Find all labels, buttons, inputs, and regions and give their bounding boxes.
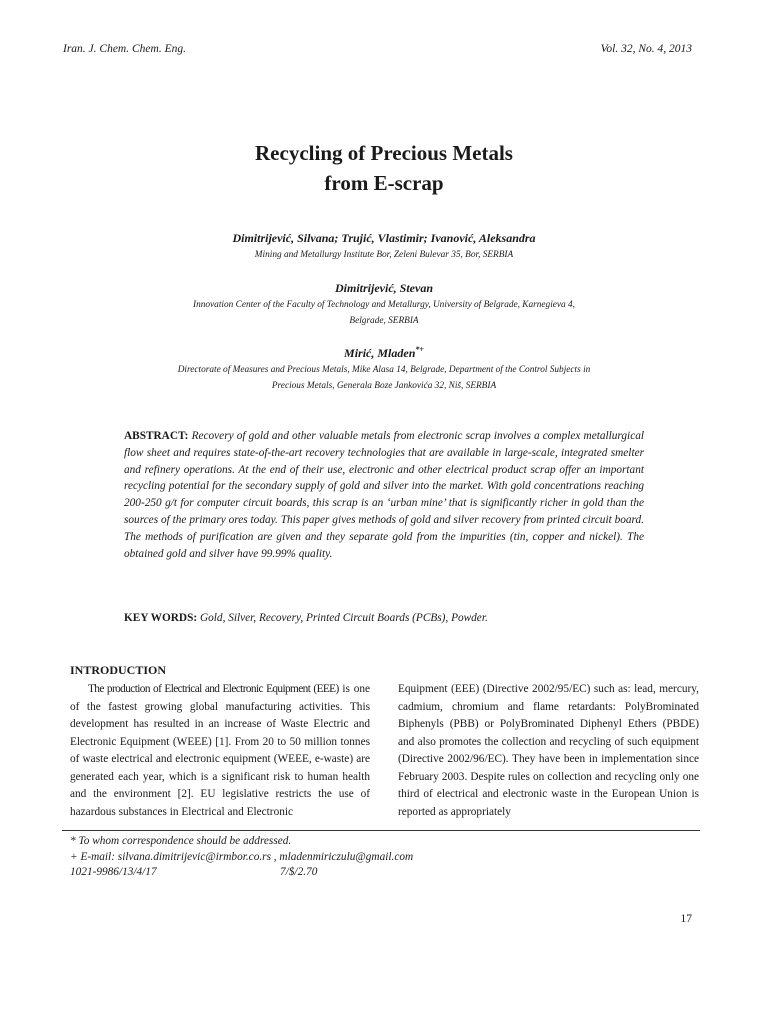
- intro-column-right: Equipment (EEE) (Directive 2002/95/EC) such as: lead, mercury, cadmium, chromium and flame retardants: PolyBrominated Biphenyls (PBB) or PolyBrominated Diphenyl Ethers (PBDE) and also promotes the collection and recycling of such equipment (Directive 2002/96/EC). They have been in implementation since February 2003. Despite rules on collection and recycling only one third of electrical and electronic waste in the European Union is reported as appropriately: [398, 683, 699, 818]
- affiliation-1: Mining and Metallurgy Institute Bor, Zeleni Bulevar 35, Bor, SERBIA: [254, 250, 514, 260]
- footnote-correspondence: * To whom correspondence should be addressed.: [70, 835, 292, 847]
- affiliation-3: [110, 362, 658, 394]
- keywords-label: KEY WORDS:: [124, 612, 198, 624]
- abstract-text: Recovery of gold and other valuable metals from electronic scrap involves a complex metallurgical flow sheet and requires state-of-the-art recovery technologies that are available in large-scale, integrated smelter and refinery operations. At the end of their use, electronic and other electrical product scrap offer an important recycling potential for the secondary supply of gold and silver into the market. With gold concentrations reaching 200-250 g/t for computer circuit boards, this scrap is an ‘urban mine’ that is significantly richer in gold than the sources of the primary ores today. This paper gives methods of gold and silver recovery from printed circuit board. The methods of purification are given and they separate gold from the impurities (tin, copper and nickel). The obtained gold and silver have 99.99% quality.: [124, 430, 644, 560]
- footnote-code: [70, 864, 318, 880]
- intro-column-left: [70, 681, 370, 828]
- affiliation-2: [110, 297, 658, 329]
- journal-name: Iran. J. Chem. Chem. Eng.: [63, 43, 186, 55]
- author-marks: *+: [415, 345, 424, 354]
- author-name: Mirić, Mladen: [344, 346, 416, 360]
- affiliation-2-line1: Innovation Center of the Faculty of Technology and Metallurgy, University of Belgrade, Karnegieva 4,: [193, 300, 575, 310]
- abstract-label: ABSTRACT:: [124, 430, 189, 442]
- section-heading-introduction: INTRODUCTION: [70, 663, 167, 677]
- paper-title-line1: Recycling of Precious Metals: [255, 141, 513, 165]
- volume-info: Vol. 32, No. 4, 2013: [600, 43, 692, 55]
- keywords-text: Gold, Silver, Recovery, Printed Circuit Boards (PCBs), Powder.: [199, 612, 488, 624]
- email-addresses: silvana.dimitrijevic@irmbor.co.rs , mladenmiriczulu@gmail.com: [117, 851, 414, 863]
- footnote-email: [70, 849, 413, 865]
- author-group-3: [0, 345, 768, 361]
- intro-col1-body: is one of the fastest growing global manufacturing activities. This development has resulted in an increase of Waste Electric and Electronic Equipment (WEEE) [1]. From 20 to 50 million tonnes of waste electrical and electronic equipment (WEEE, e-waste) are generated each year, which is a significant risk to human health and the environment [2]. EU legislative restricts the use of hazardous substances in Electrical and Electronic: [70, 683, 370, 818]
- article-price: 7/$/2.70: [280, 866, 318, 878]
- author-group-2: Dimitrijević, Stevan: [335, 281, 433, 295]
- paper-title-line2: from E-scrap: [324, 171, 444, 195]
- journal-code: 1021-9986/13/4/17: [70, 866, 157, 878]
- keywords: [124, 612, 488, 624]
- abstract: [124, 428, 644, 562]
- affiliation-3-line1: Directorate of Measures and Precious Metals, Mike Alasa 14, Belgrade, Department of the Control Subjects in: [177, 365, 591, 375]
- footnote-divider: [62, 830, 700, 831]
- intro-col1-first-line: The production of Electrical and Electronic Equipment (EEE): [88, 683, 339, 695]
- author-group-1: Dimitrijević, Silvana; Trujić, Vlastimir; Ivanović, Aleksandra: [232, 231, 536, 245]
- affiliation-2-line2: Belgrade, SERBIA: [349, 316, 419, 326]
- email-label: + E-mail:: [70, 851, 115, 863]
- affiliation-3-line2: Precious Metals, Generala Boze Jankovića 32, Niš, SERBIA: [271, 381, 497, 391]
- page-number: 17: [680, 913, 692, 925]
